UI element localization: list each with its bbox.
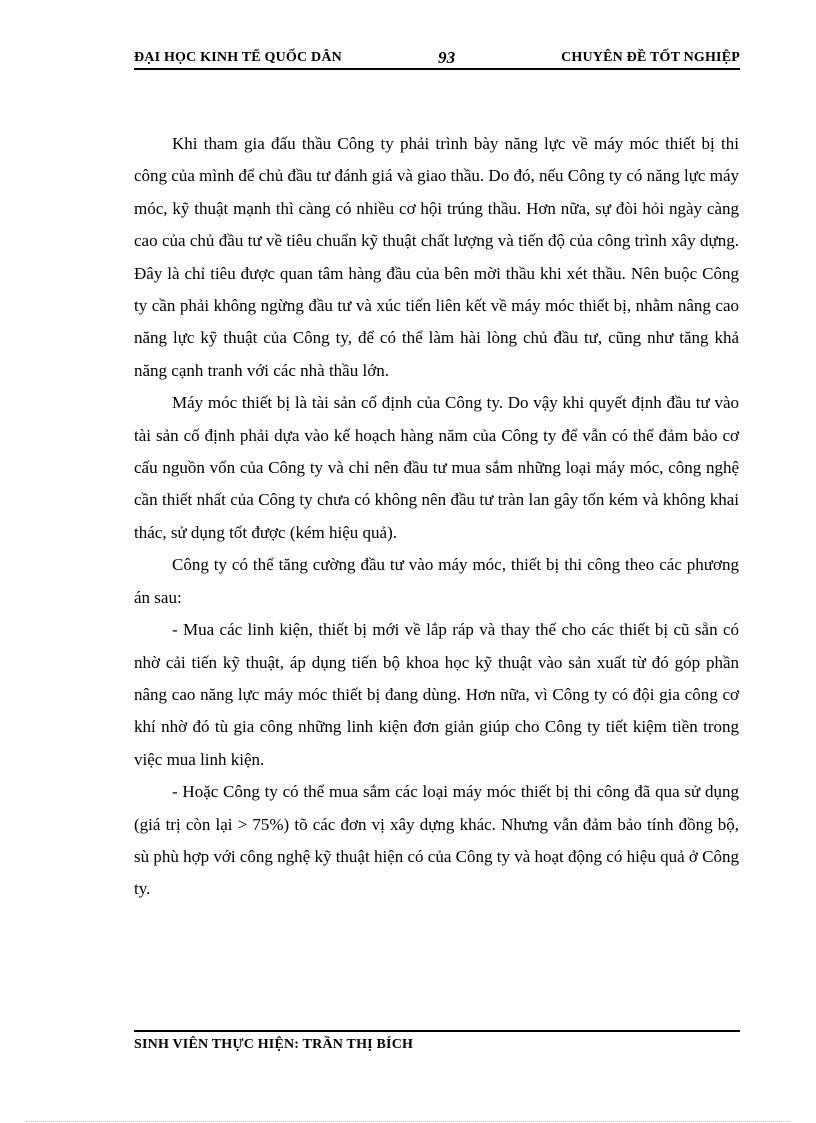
footer-divider (134, 1030, 740, 1032)
footer-author: SINH VIÊN THỰC HIỆN: TRẦN THỊ BÍCH (134, 1037, 414, 1052)
paragraph: Công ty có thể tăng cường đầu tư vào máy móc, thiết bị thi công theo các phương án sau: (134, 555, 739, 607)
header-divider (134, 68, 740, 70)
paragraph: - Mua các linh kiện, thiết bị mới về lắp ráp và thay thế cho các thiết bị cũ sẵn có nhờ cải tiến kỹ thuật, áp dụng tiến bộ khoa học kỹ thuật vào sản xuất từ đó góp phần nâng cao năng lực máy móc thiết bị đang dùng. Hơn nữa, vì Công ty có đội gia công cơ khí nhờ đó tù gia công những linh kiện đơn giản giúp cho Công ty tiết kiệm tiền trong việc mua linh kiện. (134, 620, 739, 769)
page-header (134, 48, 740, 70)
paragraph: - Hoặc Công ty có thể mua sắm các loại máy móc thiết bị thi công đã qua sử dụng (giá trị còn lại > 75%) tõ các đơn vị xây dựng khác. Nhưng vẫn đảm bảo tính đồng bộ, sù phù hợp với công nghệ kỹ thuật hiện có của Công ty và hoạt động có hiệu quả ở Công ty. (134, 782, 739, 899)
paragraph: Máy móc thiết bị là tài sản cố định của Công ty. Do vậy khi quyết định đầu tư vào tài sản cố định phải dựa vào kế hoạch hàng năm của Công ty để vẫn có thể đảm bảo cơ cấu nguồn vốn của Công ty và chỉ nên đầu tư mua sắm những loại máy móc, công nghệ cần thiết nhất của Công ty chưa có không nên đầu tư tràn lan gây tốn kém và không khai thác, sử dụng tốt được (kém hiệu quả). (134, 393, 739, 542)
header-document-type: CHUYÊN ĐỀ TỐT NGHIỆP (561, 50, 740, 65)
paragraph: Khi tham gia đấu thầu Công ty phải trình bày năng lực về máy móc thiết bị thi công của mình để chủ đầu tư đánh giá và giao thầu. Do đó, nếu Công ty có năng lực máy móc, kỹ thuật mạnh thì càng có nhiều cơ hội trúng thầu. Hơn nữa, sự đòi hỏi ngày càng cao của chủ đầu tư về tiêu chuẩn kỹ thuật chất lượng và tiến độ của công trình xây dựng. Đây là chỉ tiêu được quan tâm hàng đầu của bên mời thầu khi xét thầu. Nên buộc Công ty cần phải không ngừng đầu tư và xúc tiến liên kết về máy móc thiết bị, nhằm nâng cao năng lực kỹ thuật của Công ty, để có thể làm hài lòng chủ đầu tư, cũng như tăng khả năng cạnh tranh với các nhà thầu lớn. (134, 134, 739, 380)
header-university: ĐẠI HỌC KINH TẾ QUỐC DÂN (134, 50, 342, 65)
body-text (134, 128, 739, 906)
page-edge-divider (26, 1121, 790, 1122)
page-number: 93 (438, 48, 456, 67)
